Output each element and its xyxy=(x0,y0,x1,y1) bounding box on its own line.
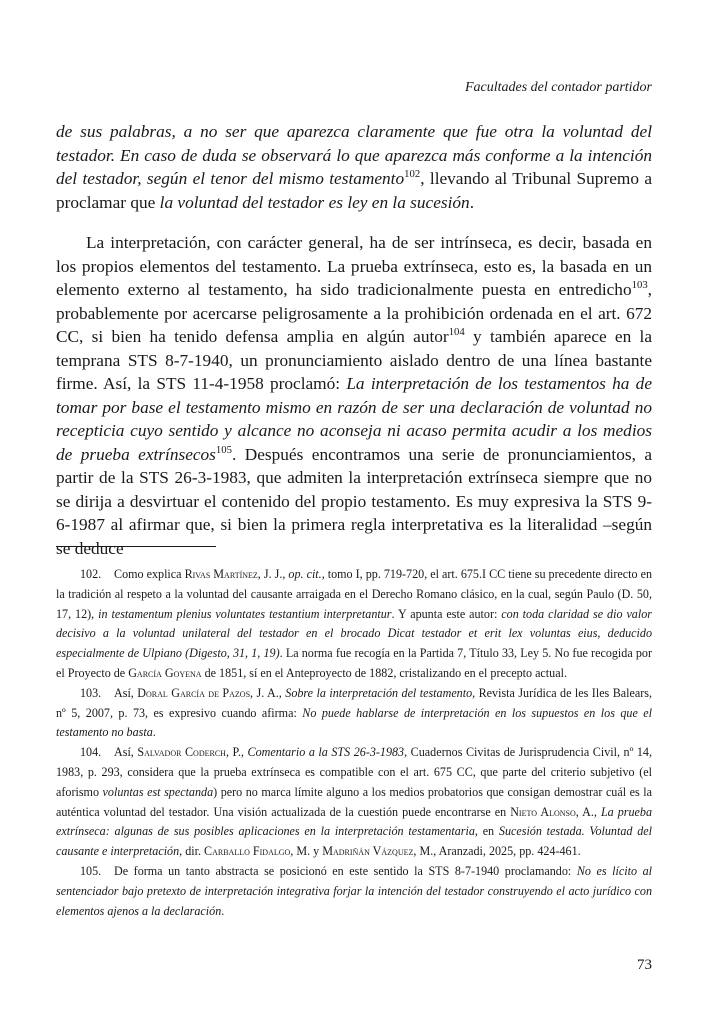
paragraph-2: La interpretación, con carácter general, ha de ser intrínseca, es decir, basada en los propios elementos del testamento. La prueba extrínseca, esto es, la basada en un elemento externo al testamento, ha sido tradicionalmente puesta en entredicho$^{103}$, probablemente por acercarse peligrosamente a la prohibición ordenada en el art. 672 CC, si bien ha tenido defensa amplia en algún autor$^{104}$ y también aparece en la temprana STS 8-7-1940, un pronunciamiento aislado dentro de una línea bastante firme. Así, la STS 11-4-1958 proclamó: La interpretación de los testamentos ha de tomar por base el testamento mismo en razón de ser una declaración de voluntad no recepticia cuyo sentido y alcance no aconseja ni acaso permita acudir a los medios de prueba extrínsecos$^{105}$. Después encontramos una serie de pronunciamientos, a partir de la STS 26-3-1983, que admiten la interpretación extrínseca siempre que no se dirija a desvirtuar el contenido del propio testamento. Es muy expresiva la STS 9-6-1987 al afirmar que, si bien la primera regla interpretativa es la literalidad –según se deduce xyxy=(56,233,653,558)
footnote-ref-103[interactable]: 103 xyxy=(631,279,648,292)
footnote-104: 104. Así, Salvador Coderch, P., Comentario a la STS 26-3-1983, Cuadernos Civitas de Jurisprudencia Civil, nº 14, 1983, p. 293, considera que la prueba extrínseca es compatible con el art. 675 CC, que parte del criterio subjetivo (el aforismo voluntas est spectanda) pero no marca límite alguno a los medios probatorios que consigan demostrar cuál es la auténtica voluntad del testador. Una visión actualizada de la cuestión puede encontrarse en Nieto Alonso, A., La prueba extrínseca: algunas de sus posibles aplicaciones en la interpretación testamentaria, en Sucesión testada. Voluntad del causante e interpretación, dir. Carballo Fidalgo, M. y Madriñán Vázquez, M., Aranzadi, 2025, pp. 424-461. xyxy=(56,745,653,859)
body-text xyxy=(56,120,652,560)
footnote-ref-102[interactable]: 102 xyxy=(404,168,421,181)
footnote-105: 105. De forma un tanto abstracta se posicionó en este sentido la STS 8-7-1940 proclamando: No es lícito al sentenciador bajo pretexto de interpretación integrativa forjar la intención del testador construyendo el acto jurídico con elementos ajenos a la declaración. xyxy=(56,863,652,918)
footnote-103: 103. Así, Doral García de Pazos, J. A., Sobre la interpretación del testamento, Revista Jurídica de les Iles Balears, nº 5, 2007, p. 73, es expresivo cuando afirma: No puede hablarse de interpretación en los supuestos en los que el testamento no basta. xyxy=(56,685,652,740)
footnote-ref-104[interactable]: 104 xyxy=(448,326,465,339)
running-head: Facultades del contador partidor xyxy=(464,80,652,95)
footnote-102: 102. Como explica Rivas Martínez, J. J., op. cit., tomo I, pp. 719-720, el art. 675.I CC tiene su precedente directo en la tradición al respeto a la voluntad del causante arraigada en el Derecho Romano clásico, en la cual, según Paulo (D. 50, 17, 12), in testamentum plenius voluntates testantium interpretantur. Y apunta este autor: con toda claridad se dio valor decisivo a la voluntad unilateral del testador en el brocado Dicat testador et erit lex voluntas eius, deducido especialmente de Ulpiano (Digesto, 31, 1, 19). La norma fue recogía en la Partida 7, Título 33, Ley 5. No fue recogida por el Proyecto de García Goyena de 1851, sí en el Anteproyecto de 1882, cristalizando en el precepto actual. xyxy=(56,567,652,680)
page xyxy=(56,0,652,1013)
footnotes xyxy=(56,565,652,921)
page-number: 73 xyxy=(637,957,652,973)
footnote-rule xyxy=(56,546,216,547)
footnote-ref-105[interactable]: 105 xyxy=(215,443,232,456)
paragraph-1: de sus palabras, a no ser que aparezca claramente que fue otra la voluntad del testador. En caso de duda se observará lo que aparezca más conforme a la intención del testador, según el tenor del mismo testamento$^{102}$, llevando al Tribunal Supremo a proclamar que la voluntad del testador es ley en la sucesión. xyxy=(56,122,652,212)
